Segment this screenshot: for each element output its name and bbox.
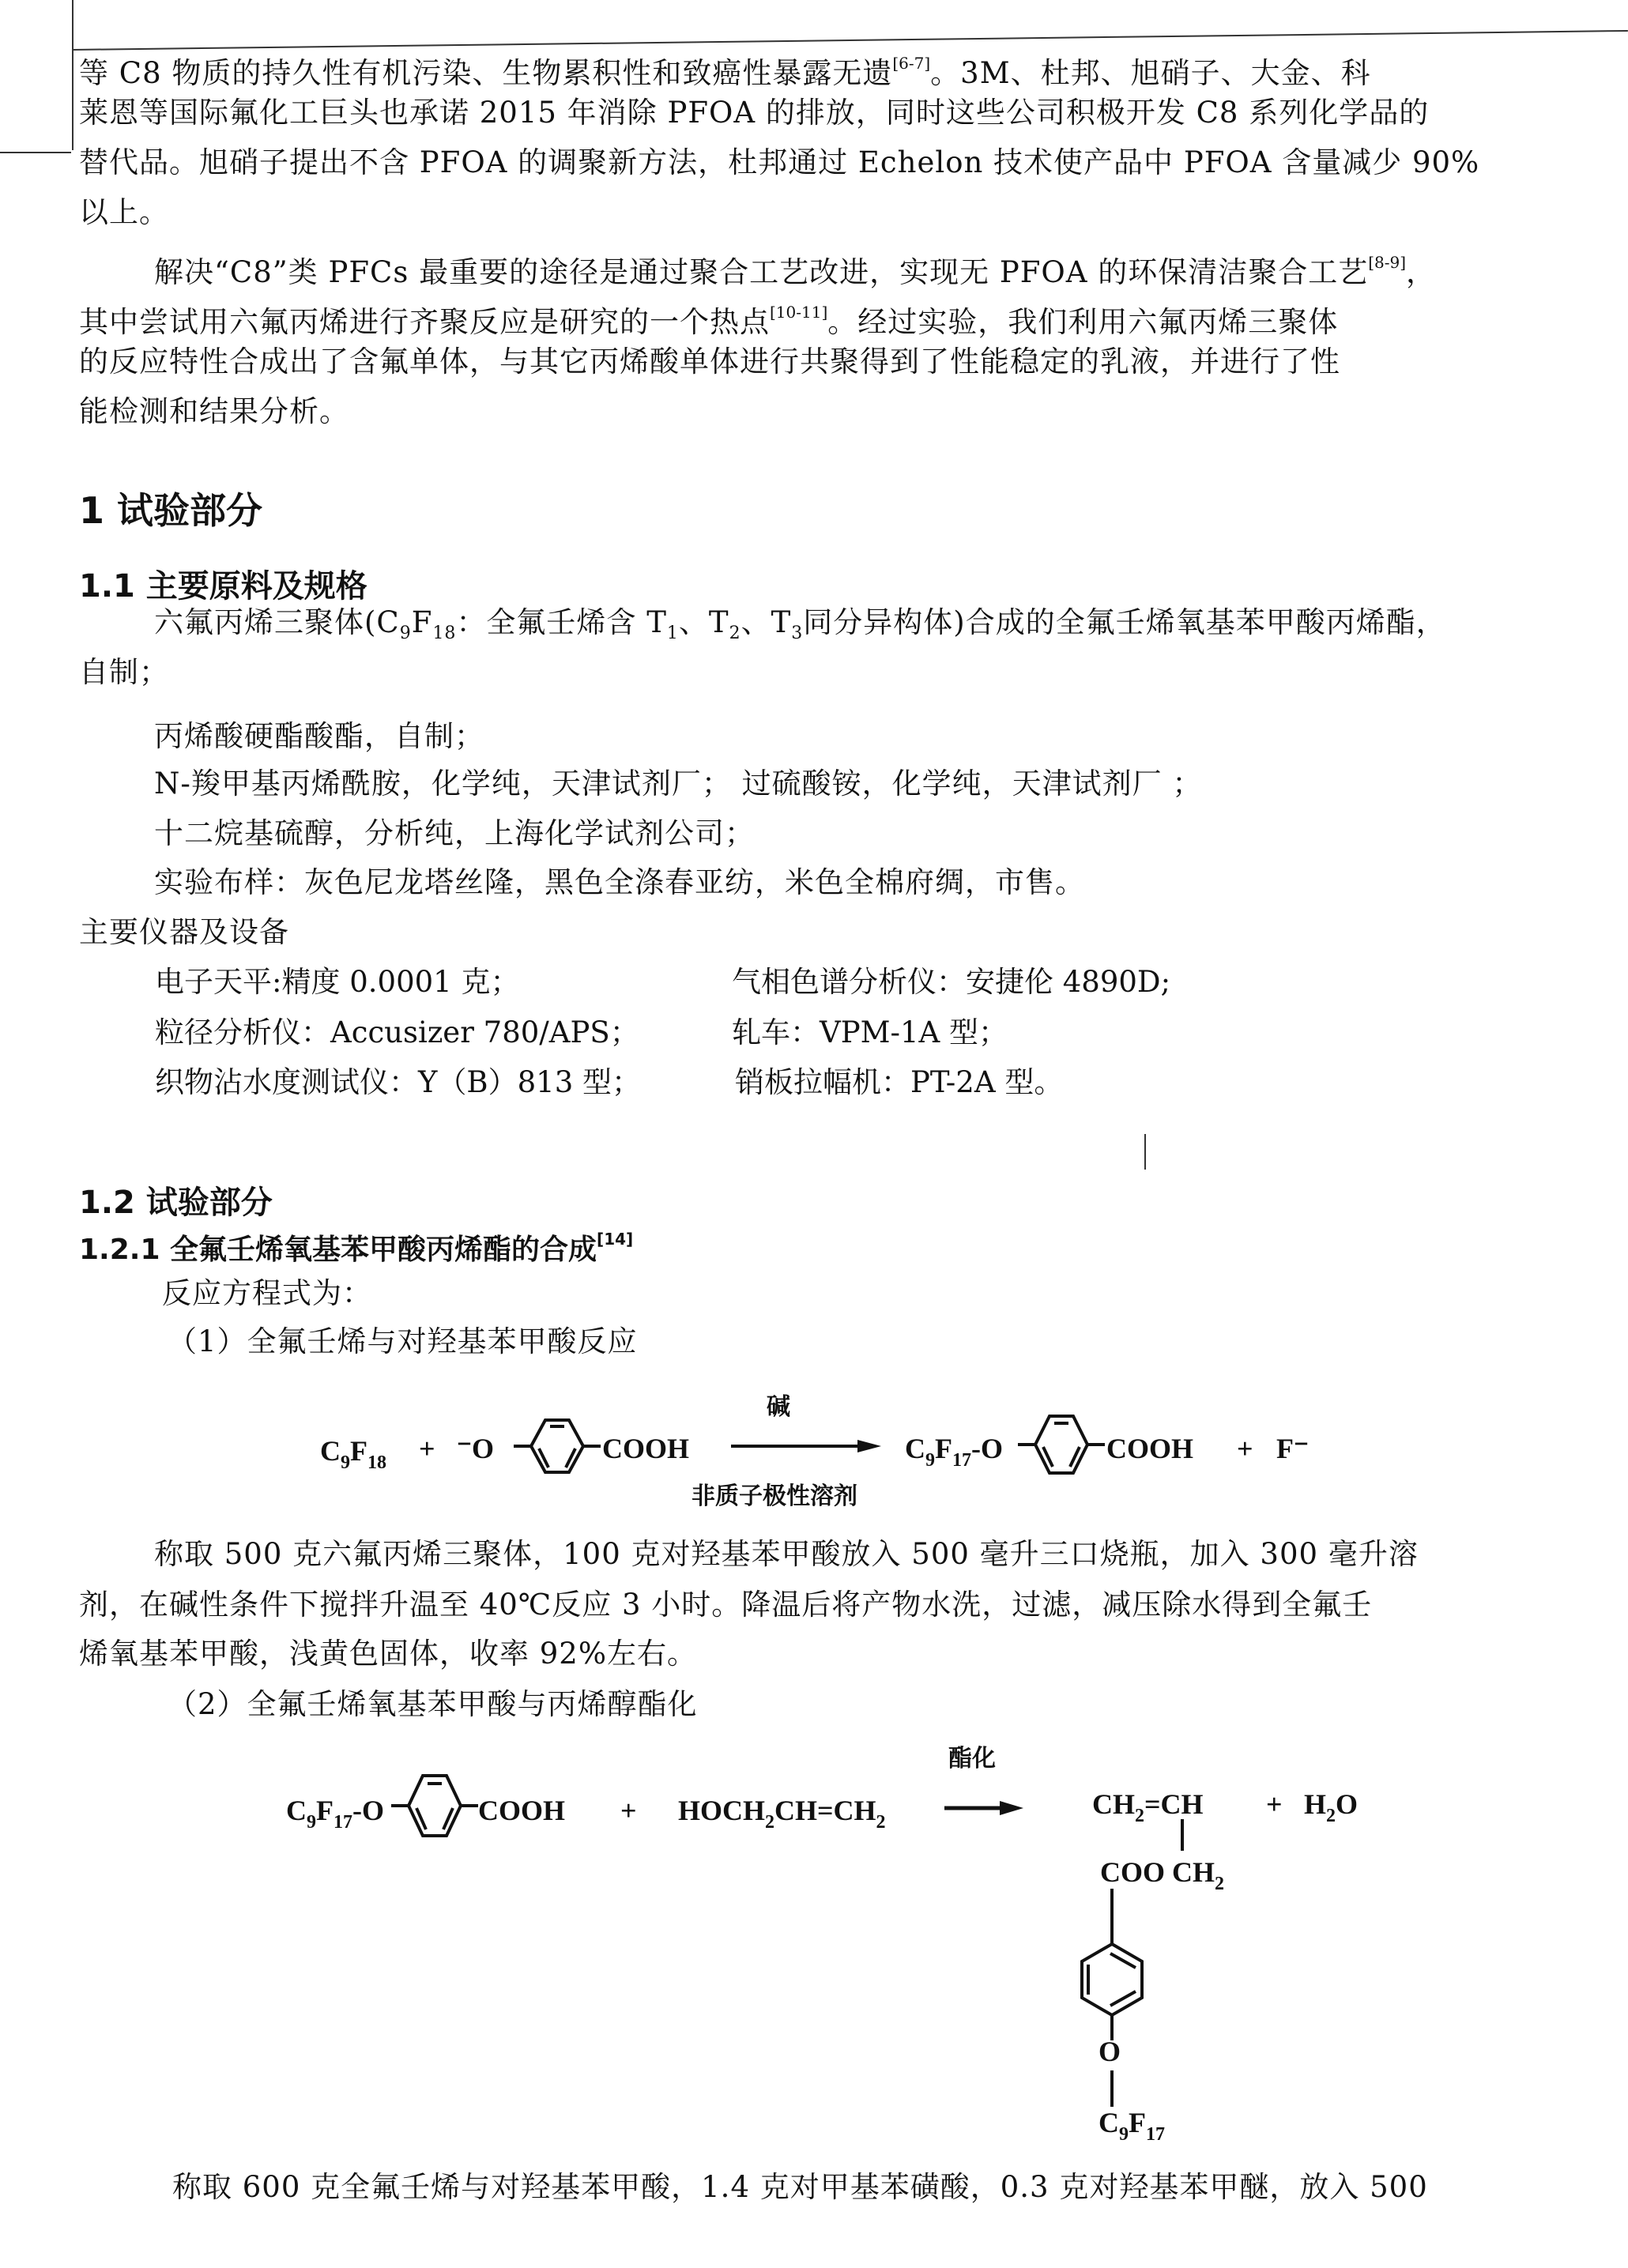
product-ester: COO $CH_2$ [1100,1856,1225,1894]
equation-intro: 反应方程式为： [162,1276,372,1310]
intro-para1-line4: 以上。 [79,195,169,229]
equipment-2-right: 销板拉幅机：PT-2A 型。 [735,1065,1064,1099]
section-heading-1-2: 1.2 试验部分 [79,1185,273,1221]
intro-para2-line2 [79,292,1549,342]
benzene-ring-icon [514,1418,601,1474]
material-1-line1 [154,603,1624,654]
esterification-label: 酯化 [948,1745,996,1773]
subscript: 18 [432,624,457,643]
equipment-0-right: 气相色谱分析仪：安捷伦 4890D; [732,965,1171,999]
text: 同分异构体)合成的全氟壬烯氧基苯甲酸丙烯酯， [803,605,1446,639]
text: F [411,605,433,639]
text: 。3M、杜邦、旭硝子、大金、科 [930,56,1371,90]
product-vinyl: $CH_2=CH$ [1092,1788,1204,1826]
citation-ref: [10-11] [770,303,828,322]
text: 。经过实验，我们利用六氟丙烯三聚体 [827,305,1339,339]
intro-para1-line3: 替代品。旭硝子提出不含 PFOA 的调聚新方法，杜邦通过 Echelon 技术使产品中 PFOA 含量减少 90% [79,145,1480,179]
plus-sign: + [620,1795,637,1826]
material-5: 实验布样：灰色尼龙塔丝隆，黑色全涤春亚纺，米色全棉府绸，市售。 [154,865,1085,899]
text: 、T [678,605,729,639]
section-heading-1: 1 试验部分 [79,489,263,532]
product-c9f17-o: $C_9F_{17}-O$ [905,1433,1003,1471]
material-4: 十二烷基硫醇，分析纯，上海化学试剂公司； [154,816,755,850]
reaction-arrow-icon [944,1800,1023,1816]
intro-para2-line1 [154,243,1624,292]
step1-desc-line1: 称取 500 克六氟丙烯三聚体，100 克对羟基苯甲酸放入 500 毫升三口烧瓶，加入 300 毫升溶 [154,1537,1419,1571]
plus-sign: + [419,1433,435,1464]
citation-ref: [8-9] [1368,253,1407,272]
subscript: 2 [729,624,741,643]
intro-para1-line1 [79,43,1549,93]
product-c9f17: $C_9F_{17}$ [1099,2107,1165,2145]
reactant-c9f17-o: $C_9F_{17}-O$ [286,1795,384,1833]
solvent-label: 非质子极性溶剂 [692,1482,857,1510]
plus-sign: + [1237,1433,1253,1464]
material-3: N-羧甲基丙烯酰胺，化学纯，天津试剂厂； 过硫酸铵，化学纯，天津试剂厂 ； [154,767,1203,801]
step2-desc-line1: 称取 600 克全氟壬烯与对羟基苯甲酸，1.4 克对甲基苯磺酸，0.3 克对羟基苯甲醚，放入 500 [172,2170,1428,2204]
subscript: 1 [666,624,679,643]
scan-vertical-mark [1144,1134,1146,1170]
step2-title: （2）全氟壬烯氧基苯甲酸与丙烯醇酯化 [168,1687,698,1721]
allyl-alcohol: $HOCH_2CH=CH_2$ [678,1795,886,1833]
benzene-ring-icon [391,1774,478,1837]
text: 、T [741,605,792,639]
cooh-group: COOH [602,1433,690,1464]
scan-border-left [72,0,73,150]
intro-para1-line2: 莱恩等国际氟化工巨头也承诺 2015 年消除 PFOA 的排放，同时这些公司积极开发 C8 系列化学品的 [79,96,1430,130]
material-1-line2: 自制； [79,655,169,689]
text: 其中尝试用六氟丙烯进行齐聚反应是研究的一个热点 [79,305,770,339]
water: $H_2O$ [1304,1788,1359,1826]
equipment-1-right: 轧车：VPM-1A 型； [732,1015,1008,1049]
catalyst-label: 碱 [767,1393,790,1421]
text: ， [1406,255,1437,289]
subscript: 9 [399,624,412,643]
equipment-1-left: 粒径分析仪：Accusizer 780/APS； [155,1015,639,1049]
equipment-0-left: 电子天平:精度 0.0001 克； [155,965,520,999]
product-ether-o: O [1099,2036,1121,2067]
section-heading-1-1: 1.1 主要原料及规格 [79,568,367,605]
text: 1.2.1 全氟壬烯氧基苯甲酸丙烯酯的合成 [79,1234,597,1266]
step1-desc-line2: 剂，在碱性条件下搅拌升温至 40℃反应 3 小时。降温后将产物水洗，过滤，减压除水得到全氟壬 [79,1588,1373,1622]
benzene-ring-icon [1018,1415,1105,1474]
equipment-heading: 主要仪器及设备 [79,915,289,949]
scan-border-mark [0,152,71,153]
text: 解决“C8”类 PFCs 最重要的途径是通过聚合工艺改进，实现无 PFOA 的环保清洁聚合工艺 [154,255,1369,289]
text: 六氟丙烯三聚体(C [154,605,400,639]
reaction-arrow-icon [731,1438,881,1454]
fluoride-ion: F⁻ [1276,1433,1309,1464]
intro-para2-line4: 能检测和结果分析。 [79,394,349,428]
reactant-cooh: COOH [478,1795,566,1826]
step1-title: （1）全氟壬烯与对羟基苯甲酸反应 [168,1324,638,1358]
step1-desc-line3: 烯氧基苯甲酸，浅黄色固体，收率 92%左右。 [79,1637,697,1671]
subscript: 3 [791,624,804,643]
text: 等 C8 物质的持久性有机污染、生物累积性和致癌性暴露无遗 [79,56,893,90]
plus-sign: + [1266,1788,1283,1820]
reactant-c9f18: $C_9F_{18}$ [320,1435,386,1473]
intro-para2-line3: 的反应特性合成出了含氟单体，与其它丙烯酸单体进行共聚得到了性能稳定的乳液，并进行了性 [79,345,1340,379]
citation-ref: [6-7] [892,54,931,73]
product-cooh: COOH [1106,1433,1194,1464]
citation-ref: [14] [597,1230,634,1249]
phenoxide-o: ⁻O [457,1433,495,1464]
section-heading-1-2-1 [79,1227,633,1268]
equipment-2-left: 织物沾水度测试仪：Y（B）813 型； [155,1065,641,1099]
material-2: 丙烯酸硬酯酸酯，自制； [154,719,484,753]
text: ：全氟壬烯含 T [456,605,667,639]
